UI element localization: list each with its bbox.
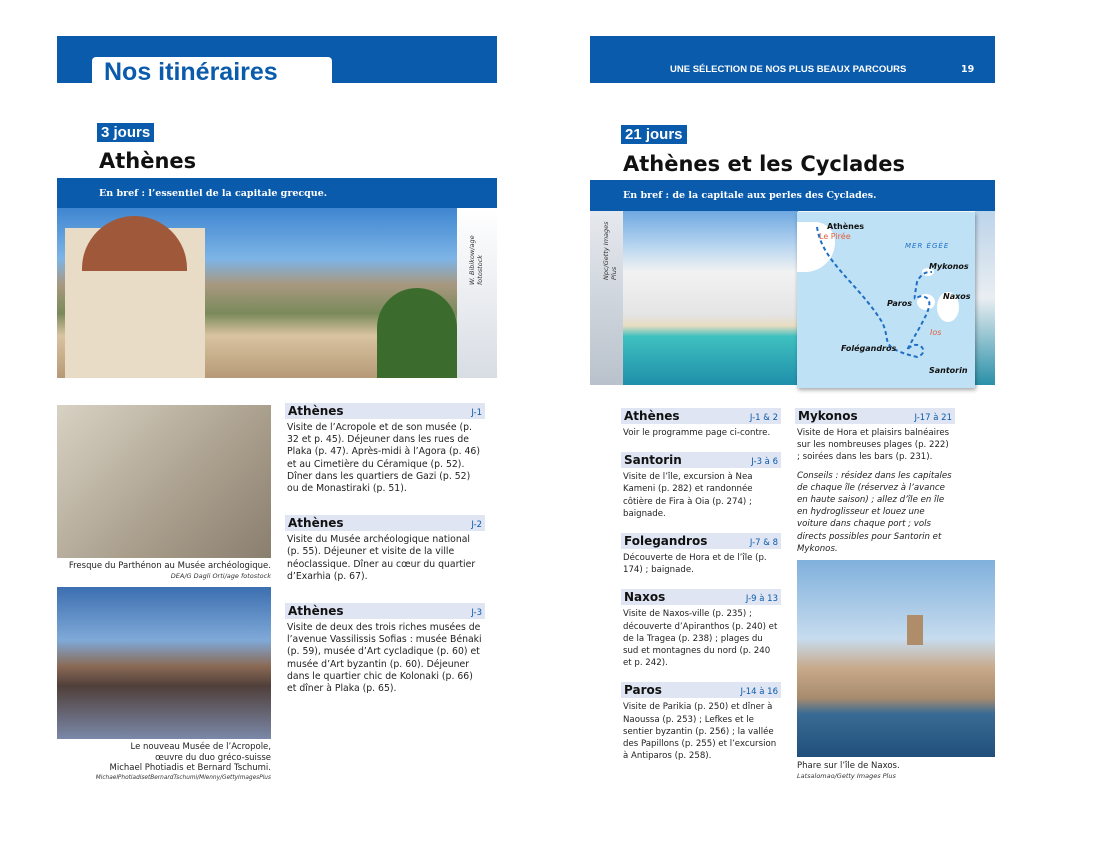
map-label-sea: MER ÉGÉE <box>905 242 950 250</box>
day-section <box>621 533 781 576</box>
section-text: Visite de Naxos-ville (p. 235) ; découverte d’Apiranthos (p. 240) et de la Tragea (p. 238) ; plages du sud et montagnes du nord (p. 240 et p. 242). <box>623 609 778 669</box>
day-section <box>621 408 781 439</box>
section-name: Mykonos <box>798 409 858 423</box>
map-label-athens: Athènes <box>827 222 865 231</box>
photo-caption <box>57 742 271 774</box>
itinerary-title: Athènes <box>99 149 197 173</box>
photo-acropolis-museum <box>57 587 271 739</box>
duration-badge: 21 jours <box>621 125 687 144</box>
section-name: Athènes <box>288 404 344 418</box>
page-number: 19 <box>961 64 975 75</box>
summary-bar: En bref : l’essentiel de la capitale grecque. <box>57 178 497 208</box>
day-section <box>621 682 781 762</box>
day-section <box>621 589 781 669</box>
section-text: Voir le programme page ci-contre. <box>623 428 771 438</box>
section-day: J-3 <box>471 608 482 619</box>
running-header: UNE SÉLECTION DE NOS PLUS BEAUX PARCOURS <box>670 64 907 75</box>
map-label-mykonos: Mykonos <box>929 262 969 271</box>
caption-line: Michael Photiadis et Bernard Tschumi. <box>109 763 271 773</box>
section-name: Santorin <box>624 453 682 468</box>
section-day: J-1 & 2 <box>749 413 778 423</box>
hero-photo-athens <box>57 208 457 378</box>
photo-credit: Latsalomao/Getty Images Plus <box>797 772 896 780</box>
section-name: Folegandros <box>624 534 708 549</box>
hero-photo-credit: W. Bibikow/age fotostock <box>468 235 484 285</box>
day-sections <box>285 403 485 708</box>
day-section <box>285 403 485 495</box>
photo-caption: Phare sur l’île de Naxos. <box>797 761 900 771</box>
photo-parthenon-fresco <box>57 405 271 558</box>
section-text: Visite de Hora et plaisirs balnéaires sur les nombreuses plages (p. 222) ; soirées dans les bars (p. 231). <box>797 428 950 463</box>
section-name: Athènes <box>624 409 680 423</box>
map-label-ios: Ios <box>930 328 942 337</box>
map-label-naxos: Naxos <box>943 292 971 301</box>
day-section <box>285 603 485 695</box>
photo-naxos-lighthouse <box>797 560 995 757</box>
photo-caption: Fresque du Parthénon au Musée archéologique. <box>68 561 271 571</box>
map-label-piree: Le Pirée <box>819 232 851 241</box>
section-day: J-1 <box>471 408 482 418</box>
map-label-folegandros: Folégandros <box>841 344 897 353</box>
section-name: Athènes <box>288 516 344 531</box>
section-text: Découverte de Hora et de l’île (p. 174) ; baignade. <box>623 553 767 576</box>
map-label-paros: Paros <box>887 299 912 308</box>
route-map <box>797 212 975 388</box>
hero-photo-edge <box>975 211 995 385</box>
section-text: Visite de Parikia (p. 250) et dîner à Naoussa (p. 253) ; Lefkes et le sentier byzantin (p. 256) ; la vallée des Papillons (p. 255) et l’excursion à Antiparos (p. 258). <box>623 702 777 762</box>
photo-credit: DEA/G Dagli Orti/age fotostock <box>170 572 271 580</box>
section-text: Visite du Musée archéologique national (p. 55). Déjeuner et visite de la ville néoclassique. Dîner au cœur du quartier d’Exarhia (p. 67). <box>287 534 476 582</box>
day-section <box>621 452 781 520</box>
caption-line: œuvre du duo gréco-suisse <box>155 752 271 763</box>
section-day: J-2 <box>471 520 482 531</box>
tips-text: Conseils : résidez dans les capitales de chaque île (réservez à l’avance en haute saison) ; allez d’île en île en hydroglisseur et louez une voiture dans chaque port ; vols directs possibles pour Santorin et Mykonos. <box>797 470 952 554</box>
section-text: Visite de l’Acropole et de son musée (p. 32 et p. 45). Déjeuner dans les rues de Plaka (p. 47). Après-midi à l’Agora (p. 46) et au Cimetière du Céramique (p. 52). Dîner dans les quartiers de Gazi (p. 52) ou de Monastiraki (p. 51). <box>287 422 480 495</box>
day-sections-col2 <box>795 408 955 555</box>
section-text: Visite de deux des trois riches musées de l’avenue Vassilissis Sofias : musée Bénaki (p. 59), musée d’Art cycladique (p. 60) et musée d’Art byzantin (p. 60). Déjeuner dans le quartier chic de Kolonaki (p. 66) et dîner à Plaka (p. 65). <box>287 622 482 695</box>
section-name: Athènes <box>288 604 344 619</box>
itinerary-title: Athènes et les Cyclades <box>623 152 906 176</box>
section-day: J-3 à 6 <box>751 457 778 468</box>
map-label-santorin: Santorin <box>929 366 968 375</box>
section-day: J-9 à 13 <box>745 594 778 605</box>
photo-credit: MichaelPhotiadisetBernardTschumi/Mlenny/GettyImagesPlus <box>95 775 271 781</box>
section-day: J-7 & 8 <box>749 538 778 549</box>
summary-bar: En bref : de la capitale aux perles des Cyclades. <box>590 180 995 211</box>
section-name: Paros <box>624 683 662 698</box>
day-sections-col1 <box>621 408 781 775</box>
duration-badge: 3 jours <box>97 123 154 142</box>
section-day: J-14 à 16 <box>740 687 778 698</box>
section-title: Nos itinéraires <box>92 57 332 83</box>
day-section <box>285 515 485 583</box>
hero-photo-cyclades <box>623 211 798 385</box>
hero-photo-credit: Npc/Getty Images Plus <box>602 221 618 280</box>
caption-line: Le nouveau Musée de l’Acropole, <box>130 742 271 752</box>
right-header-bar <box>590 36 995 83</box>
section-day: J-17 à 21 <box>914 413 952 423</box>
section-name: Naxos <box>624 590 666 605</box>
section-text: Visite de l’île, excursion à Nea Kameni (p. 282) et randonnée côtière de Fira à Oia (p. 274) ; baignade. <box>623 472 753 519</box>
